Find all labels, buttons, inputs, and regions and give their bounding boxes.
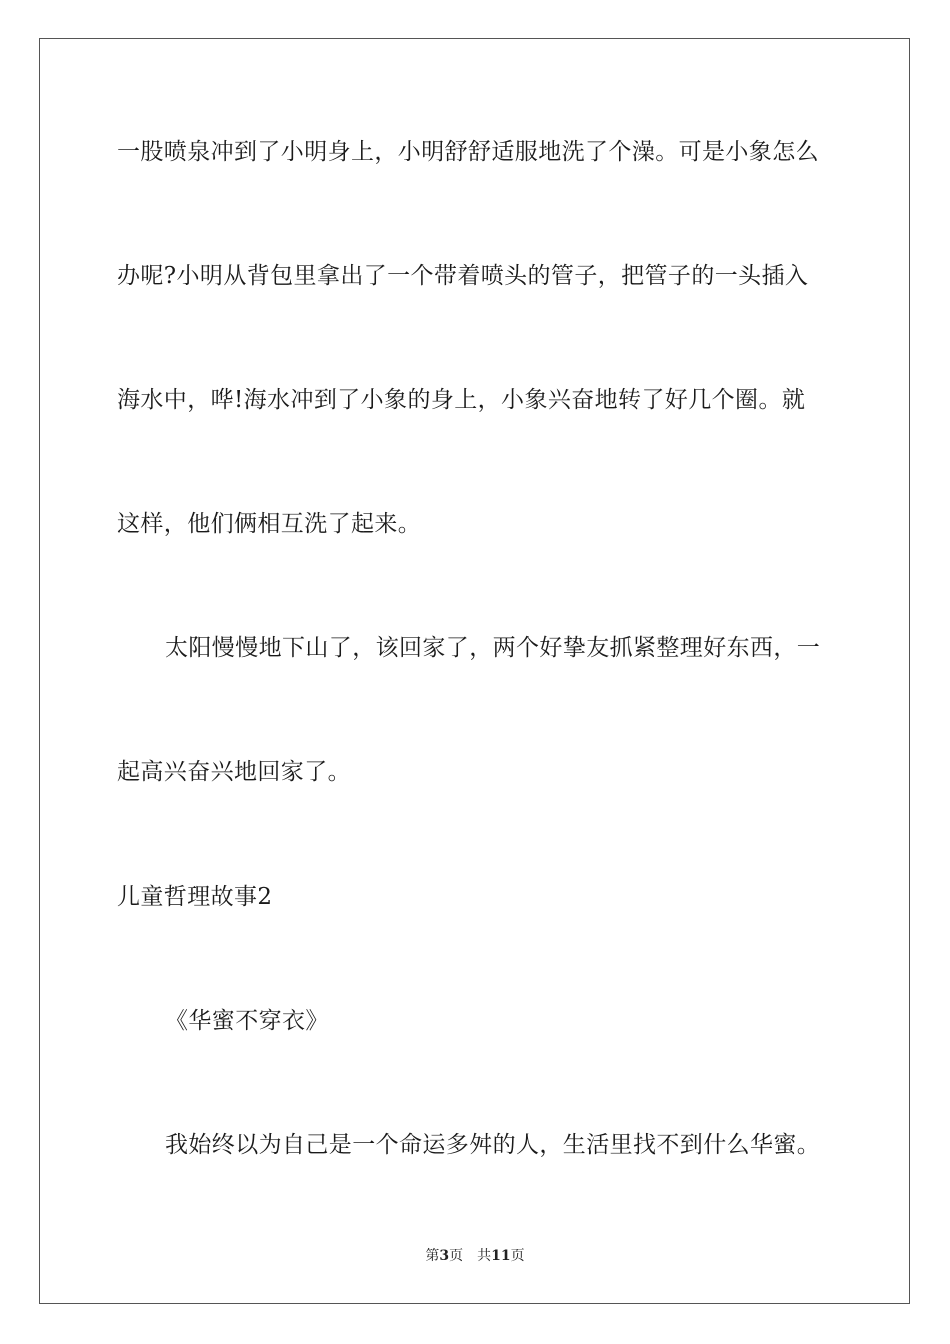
paragraph-line-1: 一股喷泉冲到了小明身上，小明舒舒适服地洗了个澡。可是小象怎么 [117,139,819,165]
paragraph-line-6: 起高兴奋兴地回家了。 [117,759,351,785]
paragraph-line-5: 太阳慢慢地下山了，该回家了，两个好挚友抓紧整理好东西，一 [165,635,821,661]
total-pages: 11 [491,1248,511,1264]
paragraph-line-4: 这样，他们俩相互洗了起来。 [117,511,422,537]
paragraph-line-3: 海水中，哗!海水冲到了小象的身上，小象兴奋地转了好几个圈。就 [117,387,806,413]
total-label-suffix: 页 [510,1248,525,1264]
section-heading: 儿童哲理故事2 [117,884,273,910]
paragraph-line-7: 我始终以为自己是一个命运多舛的人，生活里找不到什么华蜜。 [165,1132,821,1158]
page-footer [0,1246,950,1266]
page-label-suffix: 页 [449,1248,464,1264]
page-number: 3 [439,1248,450,1264]
page-label-prefix: 第 [425,1248,440,1264]
story-title: 《华蜜不穿衣》 [165,1008,329,1034]
total-label-prefix: 共 [477,1248,492,1264]
paragraph-line-2: 办呢?小明从背包里拿出了一个带着喷头的管子，把管子的一头插入 [117,263,809,289]
page-border [39,38,910,1304]
